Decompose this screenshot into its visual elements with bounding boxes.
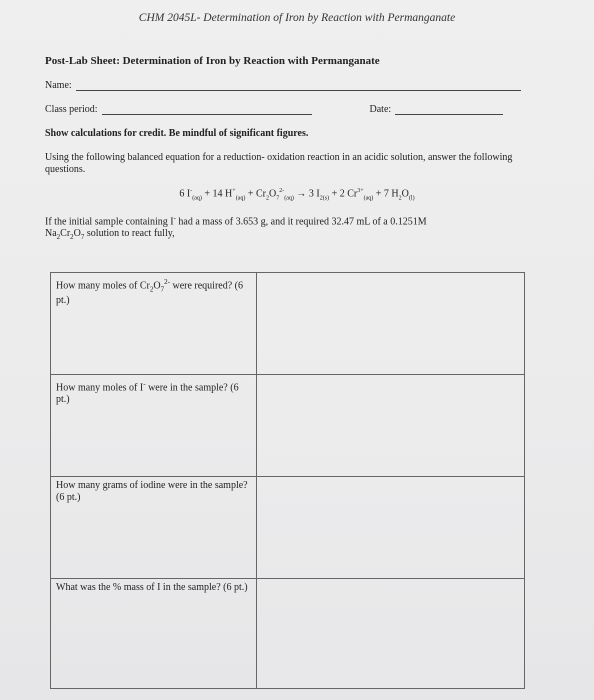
eq-sub: (aq) xyxy=(235,195,246,202)
eq-sup: 3+ xyxy=(357,188,364,194)
answer-4[interactable] xyxy=(257,579,525,689)
name-label: Name: xyxy=(45,80,72,91)
eq-sub: 7 xyxy=(276,195,280,202)
question-text: How many moles of I xyxy=(56,382,144,394)
eq-sub: (aq) xyxy=(363,195,374,202)
class-period-line[interactable] xyxy=(102,104,312,115)
question-text: O xyxy=(153,280,161,292)
eq-sub: (s) xyxy=(322,195,330,202)
answer-2[interactable] xyxy=(257,375,525,477)
eq-term: + 7 H xyxy=(373,188,399,200)
intro-text: Using the following balanced equation for a reduction- oxidation reaction in an acidic solution, answer the following questions. xyxy=(45,152,513,175)
table-row xyxy=(51,579,525,689)
problem-text: Cr xyxy=(60,228,71,240)
eq-sub: 2 xyxy=(319,195,323,202)
problem-statement: If the initial sample containing I- had a mass of 3.653 g, and it required 32.47 mL of a 0.1251M $Na_2Cr_2O_7$ solution to react fully, xyxy=(45,214,427,242)
eq-term: 6 I xyxy=(179,188,191,200)
eq-term: O xyxy=(401,188,409,200)
problem-text: had a mass of 3.653 g, and it required 32.47 mL of a 0.1251M xyxy=(175,216,427,228)
table-row xyxy=(51,273,525,375)
eq-term: + 14 H xyxy=(201,188,233,200)
eq-term: + 2 Cr xyxy=(329,188,358,200)
sheet-title: Post-Lab Sheet: Determination of Iron by Reaction with Permanganate xyxy=(45,55,380,67)
question-3: How many grams of iodine were in the sample? (6 pt.) xyxy=(51,477,257,579)
problem-text: If the initial sample containing I xyxy=(45,216,174,228)
eq-term: + Cr xyxy=(245,188,266,200)
eq-sub: 2 xyxy=(266,195,269,202)
eq-sub: (l) xyxy=(408,195,415,202)
eq-sup: + xyxy=(232,188,236,194)
question-2: How many moles of I- were in the sample? (6 pt.) xyxy=(51,375,257,477)
instructions: Show calculations for credit. Be mindful of significant figures. xyxy=(45,128,309,139)
date-line[interactable] xyxy=(395,104,503,115)
question-text: were in the sample? (6 pt.) xyxy=(56,382,239,406)
table-row xyxy=(51,477,525,579)
answer-1[interactable] xyxy=(257,273,525,375)
page-header: CHM 2045L- Determination of Iron by Reaction with Permanganate xyxy=(138,12,456,24)
eq-sup: 2- xyxy=(279,188,285,194)
problem-text: solution to react fully, xyxy=(84,228,175,240)
question-1: How many moles of $Cr_2O_7^{2-}$ were required? (6 pt.) xyxy=(51,273,257,375)
table-row xyxy=(51,375,525,477)
answer-3[interactable] xyxy=(257,477,525,579)
problem-text: Na xyxy=(45,228,57,240)
name-row xyxy=(45,80,521,91)
eq-sub: 2 xyxy=(398,195,402,202)
questions-table xyxy=(50,272,525,689)
question-text: How many moles of Cr xyxy=(56,280,150,292)
question-4: What was the % mass of I in the sample? (6 pt.) xyxy=(51,579,257,689)
eq-sub: (aq) xyxy=(284,195,294,202)
date-label: Date: xyxy=(369,104,392,115)
eq-sub: (aq) xyxy=(192,195,202,202)
eq-term: → 3 I xyxy=(293,188,320,200)
class-period-label: Class period: xyxy=(45,104,98,115)
balanced-equation: 6 $I^-_{(aq)} + 14$ $H^+_{(aq)} + Cr_2O_7^{2-}_{(aq)} \to 3$ $I_{2(s)} + 2$ $Cr^{3+}_{(aq)} + 7$ $H_2O_{(l)}$ xyxy=(179,188,415,202)
name-line[interactable] xyxy=(76,80,521,91)
problem-text: O xyxy=(73,228,81,240)
class-period-row xyxy=(45,104,503,115)
eq-term: O xyxy=(269,188,277,200)
question-text: were required? (6 pt.) xyxy=(56,280,243,307)
